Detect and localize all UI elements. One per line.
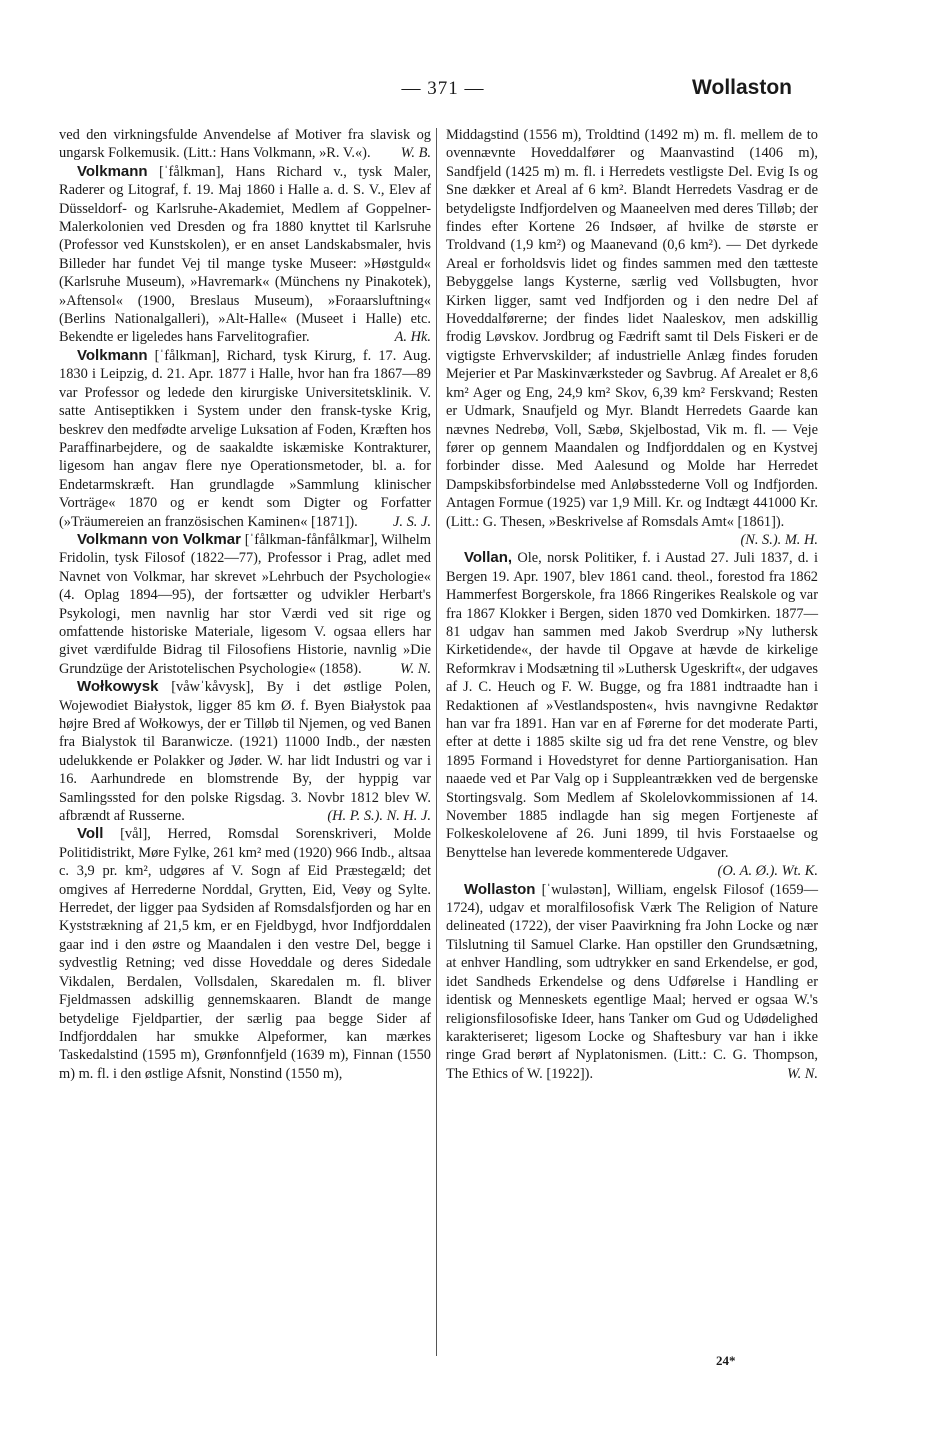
- entry-text: ved den virkningsfulde Anvendelse af Motiver fra slavisk og ungarsk Folkemusik. (Litt.: Hans Volkmann, »R. V.«).: [59, 127, 431, 162]
- entry-headword: Voll: [77, 825, 104, 843]
- entry-headword: Wołkowysk: [77, 678, 159, 696]
- entry: [446, 549, 818, 880]
- entry: [59, 678, 431, 825]
- entry-signature: W. B.: [400, 145, 431, 162]
- entry-headword: Volkmann von Volkmar: [77, 530, 241, 548]
- entry-headword: Wollaston: [464, 880, 536, 898]
- entry: [59, 531, 431, 678]
- entry-text: [ˈwuləstən], William, engelsk Filosof (1659—1724), udgav et moralfilosofisk Værk The Religion of Nature delineated (1722), der viser Paavirkning fra John Locke og nær Tilslutning til Samuel Clarke. Han opstiller den Grundsætning, at enhver Handling, som udtrykker en sand Erkendelse, er god, idet Sandheds Erkendelse og dens Udførelse i Handling er identisk og Menneskets egentlige Maal; herved er ogsaa W.'s religionsfilosofiske Ideer, hans Tanker om Gud og Udødelighed karakteriseret; ligesom Locke og Shaftesbury var han i ikke ringe Grad berørt af Nyplatonismen. (Litt.: C. G. Thompson, The Ethics of W. [1922]).: [446, 881, 818, 1082]
- running-head: Wollaston: [692, 76, 792, 99]
- page-number: — 371 —: [401, 78, 485, 99]
- entry-signature: W. N.: [399, 660, 431, 677]
- entry-headword: Vollan,: [464, 549, 513, 567]
- column-rule: [436, 128, 437, 1356]
- entry: [446, 126, 818, 549]
- entry: [59, 347, 431, 531]
- entry-signature: W. N.: [786, 1065, 818, 1082]
- entry: [59, 126, 431, 163]
- entry-signature: (H. P. S.). N. H. J.: [327, 808, 431, 825]
- entry-text: Ole, norsk Politiker, f. i Austad 27. Juli 1837, d. i Bergen 19. Apr. 1907, blev 1861 cand. theol., forestod fra 1862 Hammerfest Borgerskole, fra 1866 Ringerikes Realskole og var fra 1867 Klokker i Bergen, siden 1870 ved Domkirken. 1877—81 udgav han sammen med Jakob Sverdrup »Ny luthersk Kirketidende«, der havde til Opgave at hævde de kirkelige Reformkrav i Modsætning til »Luthersk Ugeskrift«, der udgaves af J. C. Heuch og F. W. Bugge, og fra 1881 indtraadte han i Redaktionen af »Vestlandsposten«, hvis navngivne Redaktør han var fra 1891. Han var en af Førerne for det moderate Parti, efter at dette i 1885 skilte sig ud fra det rene Venstre, og blev 1895 Formand i Hovedstyret for denne Partiorganisation. Han naaede ved et Par Valg op i Suppleantrækken ved de bergenske Stortingsvalg. Som Medlem af Skolelovkommissionen af 14. November 1885 indlagde han sig megen Fortjeneste af Folkeskolelovene af 26. Juni 1899, til hvis Forstaaelse og Benyttelse han leverede kommenterede Udgaver.: [446, 550, 818, 861]
- right-column: [446, 126, 818, 1083]
- entry-signature: (N. S.). M. H.: [740, 531, 818, 548]
- entry-signature: J. S. J.: [393, 513, 431, 530]
- entry-text: [våwˈkåvysk], By i det østlige Polen, Wojewodiet Białystok, ligger 85 km Ø. f. Byen Białystok paa højre Bred af Wołkowys, der er Tilløb til Njemen, og ved Banen fra Bialystok til Baranwicze. (1921) 11000 Indb., der næsten udelukkende er Polakker og Jøder. W. har lidt Industri og var i 16. Aarhundrede en blomstrende By, der hyppig var Samlingssted for den polske Rigsdag. 3. Novbr 1812 blev W. afbrændt af Russerne.: [59, 679, 431, 825]
- entry-text: [ˈfålkman-fånfålkmar], Wilhelm Fridolin, tysk Filosof (1822—77), Professor i Prag, adlet med Navnet von Volkmar, har skrevet »Lehrbuch der Psychologie« (4. Oplag 1894—95), der fortsætter og udvikler Herbart's Psykologi, men navnlig har stor Værdi ved sit rige og omfattende historiske Materiale, ligesom V. ogsaa ellers har givet værdifulde Bidrag til Filosofiens Historie, navnlig »Die Grundzüge der Aristotelischen Psychologie« (1858).: [59, 531, 431, 677]
- entry-text: [ˈfålkman], Hans Richard v., tysk Maler, Raderer og Litograf, f. 19. Maj 1860 i Halle a. d. S. V., Elev af Düsseldorf- og Karlsruhe-Akademiet, Medlem af Goppelner-Malerkolonien ved Dresden og fra 1880 knyttet til Karlsruhe (Professor ved Kunstskolen), er en anset Landskabsmaler, hvis Billeder har fundet Vej til mange tyske Museer: »Høstguld« (Karlsruhe Museum), »Havremark« (Münchens ny Pinakotek), »Aftensol« (1900, Breslaus Museum), »Foraarsluftning« (Berlins Nationalgalleri), »Alt-Halle« (Museet i Halle) etc. Bekendte er ligeledes hans Farvelitografier.: [59, 163, 431, 346]
- left-column: [59, 126, 431, 1083]
- entry-text: Middagstind (1556 m), Troldtind (1492 m) m. fl. mellem de to ovennævnte Hoveddalfører og Maanvastind (1406 m), Sandfjeld (1425 m) m. fl. i Herredets vestligste Del. Evig Is og Sne dækker et Areal af 6 km². Blandt Herredets Vasdrag er de betydeligste Indfjordelven og Maaneelven med deres Tilløb; der findes efter Kortene 26 Indsøer, af hvilke de største er Troldvand (1,9 km²) og Maanevand (0,6 km²). — Det dyrkede Areal er forholdsvis lidet og findes sammen med den tætteste Bebyggelse langs Kysterne, særlig ved Vollsbugten, hvor Kirken ligger, samt ved Indfjorden og i den nedre Del af Hoveddalførerne; der findes lidet Naaleskov, men adskillig frodig Løvskov. Jordbrug og Fædrift samt til Dels Fiskeri er de vigtigste Erhvervskilder; af industrielle Anlæg findes foruden Mejerier et Par Maskinværksteder og Savbrug. Af Arealet er 8,6 km² Ager og Eng, 24,9 km² Skov, 6,39 km² Ferskvand; Resten er Udmark, Snaufjeld og Myr. Blandt Herredets Gaarde kan nævnes Nedrebø, Voll, Sæbø, Skjelbostad, Vik m. fl. — Veje fører op gennem Maandalen og Indfjorddalen og en Kystvej forbinder disse. Med Aalesund og Molde har Herredet Dampskibsforbindelse med Anløbsstederne Voll og Indfjorden. Antagen Formue (1925) var 1,9 Mill. Kr. og Indtægt 441000 Kr. (Litt.: G. Thesen, »Beskrivelse af Romsdals Amt« [1861]).: [446, 127, 818, 530]
- entry: [59, 825, 431, 1083]
- entry-text: [vål], Herred, Romsdal Sorenskriveri, Molde Politidistrikt, Møre Fylke, 261 km² med (1920) 966 Indb., altsaa c. 3,9 pr. km², udgøres af V. Sogn af Eid Præstegæld; det omgives af Herrederne Norddal, Grytten, Eid, Veøy og Sylte. Herredet, der ligger paa Sydsiden af Romsdalsfjorden og har en Kyststrækning af 21,5 km, er en Fjeldbygd, hvor Indfjorddalen gaar ind i den østre og Maandalen i den vestre Del, begge i sydvestlig Retning; ved disse Hoveddale og deres Sidedale Vikdalen, Berdalen, Vollsdalen, Skaredalen m. fl. bliver Fjeldmassen adskillig gennemskaaren. Blandt de mange betydelige Fjeldpartier, der særlig paa begge Sider af Indfjorddalen har smukke Alpeformer, kan mærkes Taskedalstind (1595 m), Grønfonnfjeld (1639 m), Finnan (1550 m) m. fl. i den østlige Afsnit, Nonstind (1550 m),: [59, 826, 431, 1082]
- entry: [59, 163, 431, 347]
- entry-text: [ˈfålkman], Richard, tysk Kirurg, f. 17. Aug. 1830 i Leipzig, d. 21. Apr. 1877 i Halle, hvor han fra 1867—89 var Professor og ledede den kirurgiske Universitetsklinik. V. satte Antiseptikken i System under den fransk-tyske Krig, beskrev den medfødte arvelige Luksation af Foden, Kræften hos Paraffinarbejdere, og de saakaldte iskæmiske Kontrakturer, ligesom han angav flere nye Operationsmetoder, bl. a. for Endetarmskræft. Han grundlagde »Sammlung klinischer Vorträge« 1870 og er kendt som Digter og Forfatter (»Träumereien an französischen Kaminen« [1871]).: [59, 347, 431, 530]
- entry-headword: Volkmann: [77, 162, 148, 180]
- signature-mark: 24*: [716, 1353, 736, 1368]
- entry: [446, 881, 818, 1083]
- entry-signature: A. Hk.: [394, 329, 431, 346]
- entry-signature: (O. A. Ø.). Wt. K.: [717, 863, 818, 880]
- entry-headword: Volkmann: [77, 346, 148, 364]
